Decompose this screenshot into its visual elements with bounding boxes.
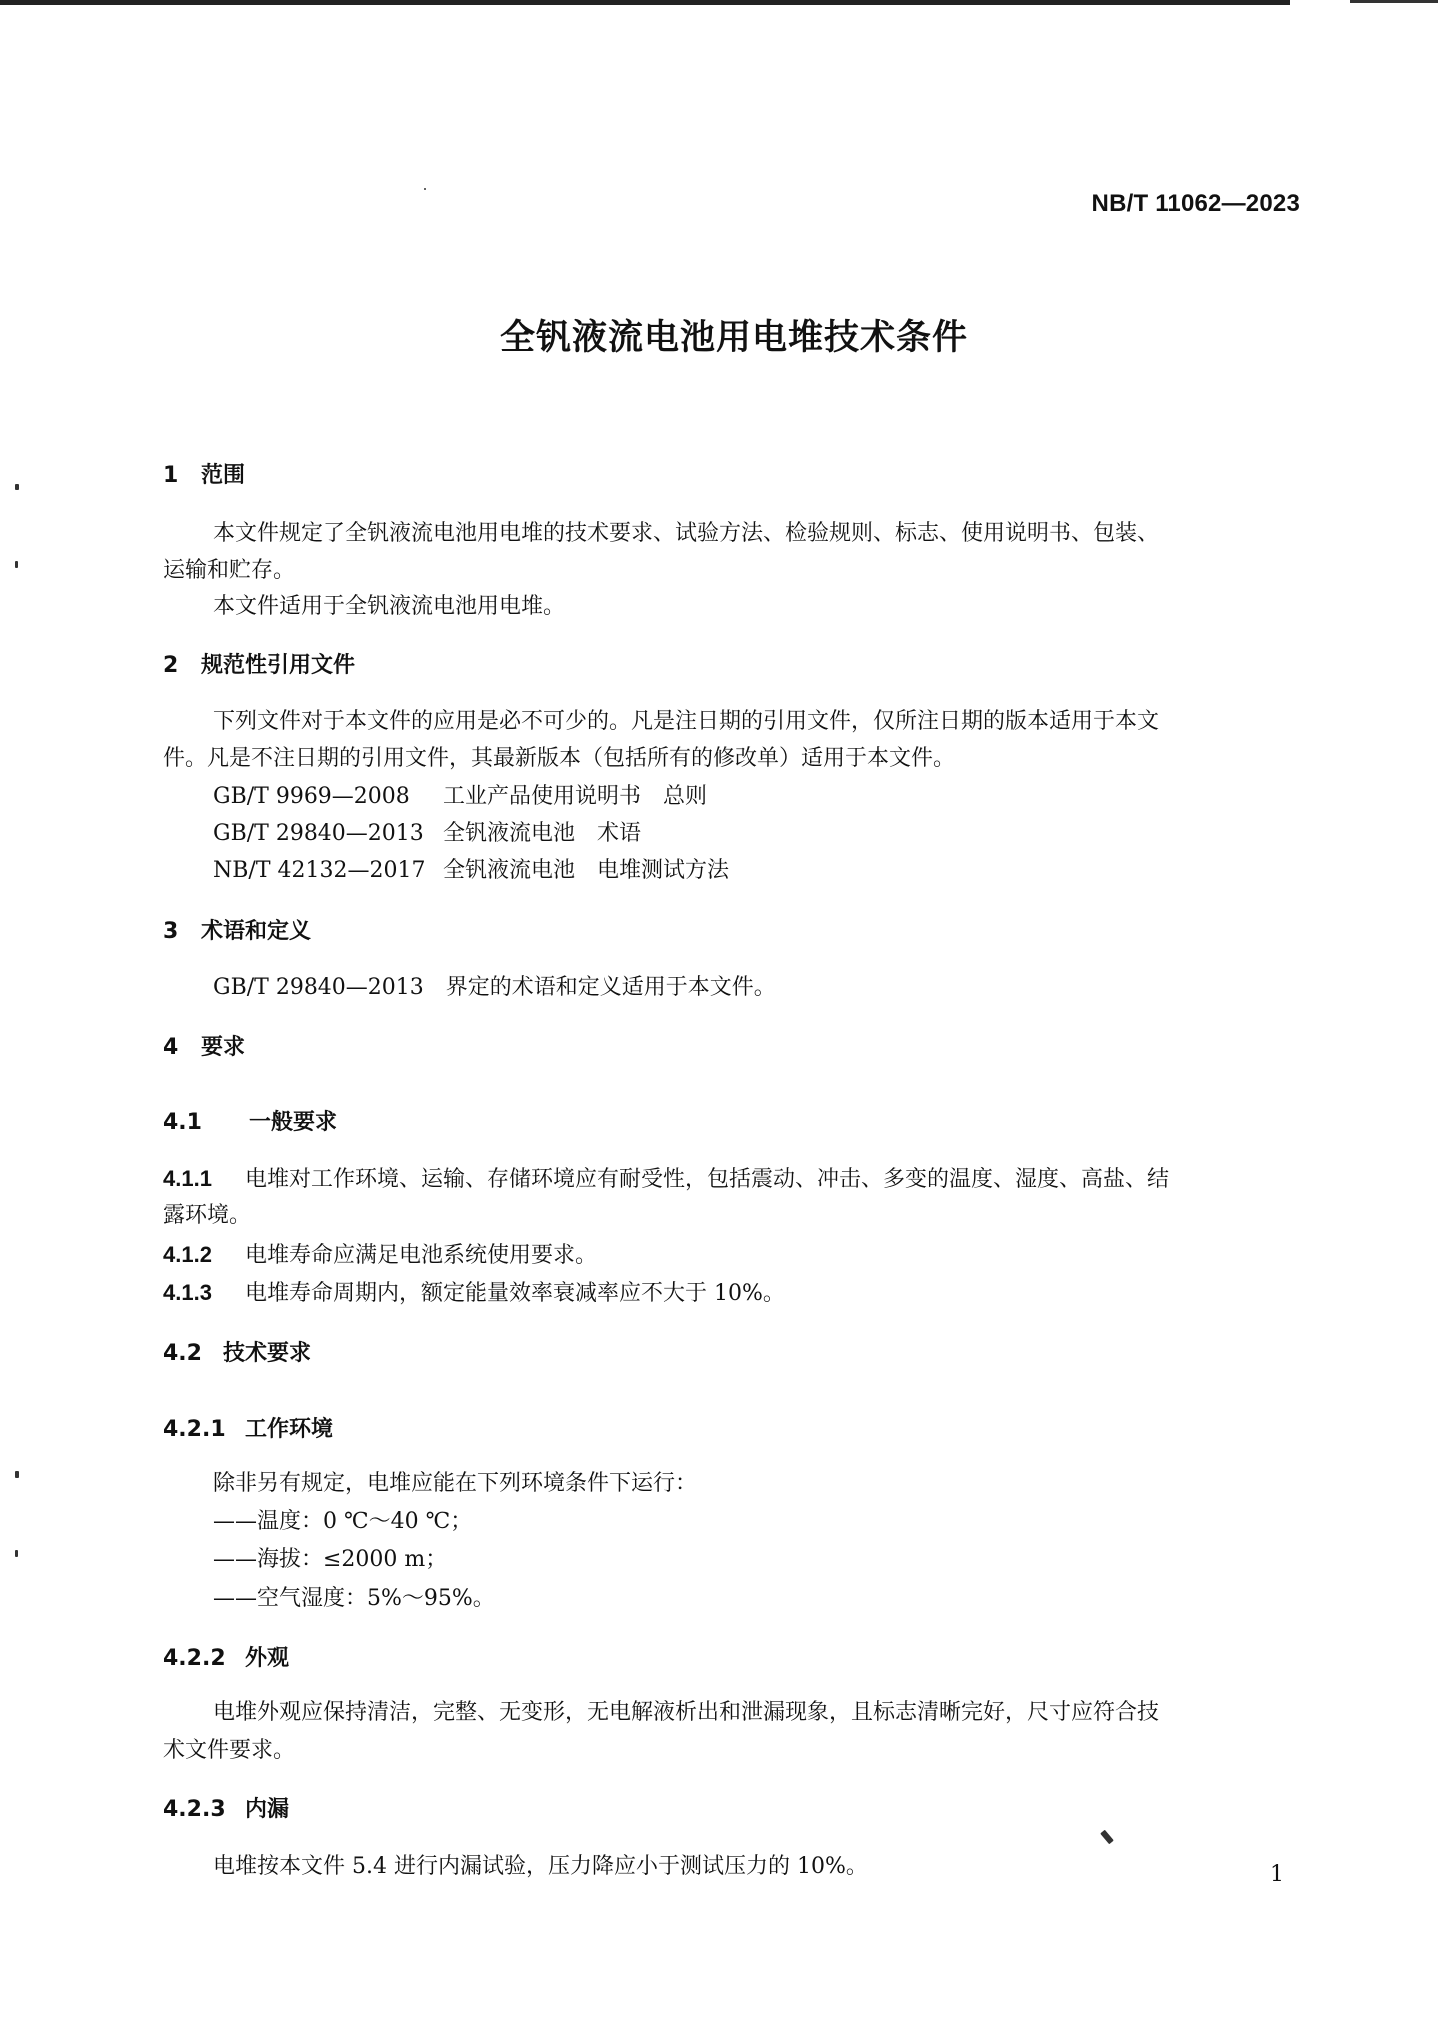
section-title: 规范性引用文件 (201, 653, 356, 678)
clause-4-1-2 (163, 1236, 597, 1274)
section-4-2-1-heading (163, 1412, 333, 1443)
clause-number: 4.1.2 (163, 1242, 212, 1267)
reference-title: 工业产品使用说明书 总则 (443, 784, 708, 809)
section-title: 内漏 (245, 1797, 290, 1822)
section-title: 术语和定义 (201, 919, 312, 944)
section-number: 3 (163, 919, 179, 944)
clause-text: 电堆对工作环境、运输、存储环境应有耐受性，包括震动、冲击、多变的温度、湿度、高盐、结 (245, 1167, 1170, 1192)
list-item: ——海拔：≤2000 m； (213, 1547, 448, 1572)
section-4-2-heading (163, 1336, 311, 1367)
clause-text: 电堆寿命应满足电池系统使用要求。 (245, 1243, 598, 1268)
reference-code: GB/T 29840—2013 (213, 821, 424, 846)
reference-title: 全钒液流电池 术语 (443, 821, 642, 846)
section-title: 要求 (201, 1035, 246, 1060)
section-title: 外观 (245, 1646, 290, 1671)
reference-title: 全钒液流电池 电堆测试方法 (443, 858, 730, 883)
clause-text: 电堆寿命周期内，额定能量效率衰减率应不大于 10%。 (245, 1281, 785, 1306)
standard-code: NB/T 11062—2023 (1091, 190, 1300, 217)
section-1-heading (163, 458, 245, 489)
section-number: 2 (163, 653, 179, 678)
scan-speck (15, 484, 19, 490)
paragraph-line: 电堆外观应保持清洁，完整、无变形，无电解液析出和泄漏现象，且标志清晰完好，尺寸应符合技 (213, 1700, 1160, 1725)
section-4-heading (163, 1030, 245, 1061)
scan-speck (15, 1471, 19, 1478)
paragraph-line: 本文件适用于全钒液流电池用电堆。 (213, 594, 566, 619)
reference-row (213, 815, 641, 852)
scan-speck (15, 1550, 18, 1557)
clause-4-1-1 (163, 1160, 1169, 1198)
paragraph-line: 运输和贮存。 (163, 558, 296, 583)
clause-number: 4.1.1 (163, 1166, 212, 1191)
page-number: 1 (1270, 1862, 1284, 1887)
section-number: 4.2.3 (163, 1797, 226, 1822)
scan-top-edge-right (1350, 0, 1438, 3)
paragraph-line: 电堆按本文件 5.4 进行内漏试验，压力降应小于测试压力的 10%。 (213, 1854, 868, 1879)
section-number: 4.2.2 (163, 1646, 226, 1671)
scan-speck (15, 561, 18, 568)
section-2-heading (163, 648, 355, 679)
paragraph-line: 除非另有规定，电堆应能在下列环境条件下运行： (213, 1471, 698, 1496)
section-number: 4.1 (163, 1110, 202, 1135)
paragraph-line: GB/T 29840—2013 界定的术语和定义适用于本文件。 (213, 975, 776, 1000)
document-title: 全钒液流电池用电堆技术条件 (499, 318, 968, 358)
section-number: 1 (163, 463, 179, 488)
reference-row (213, 778, 707, 815)
section-number: 4.2 (163, 1341, 202, 1366)
section-title: 工作环境 (245, 1417, 334, 1442)
scan-speck (424, 188, 426, 190)
section-number: 4.2.1 (163, 1417, 226, 1442)
section-title: 技术要求 (223, 1341, 312, 1366)
reference-code: NB/T 42132—2017 (213, 858, 426, 883)
reference-row (213, 852, 729, 889)
paragraph-line: 术文件要求。 (163, 1738, 296, 1763)
list-item: ——温度：0 ℃～40 ℃； (213, 1509, 473, 1534)
scan-speck (1100, 1830, 1114, 1845)
paragraph-line: 件。凡是不注日期的引用文件，其最新版本（包括所有的修改单）适用于本文件。 (163, 746, 956, 771)
clause-number: 4.1.3 (163, 1280, 212, 1305)
section-number: 4 (163, 1035, 179, 1060)
section-4-1-heading (163, 1105, 337, 1136)
list-item: ——空气湿度：5%～95%。 (213, 1586, 495, 1611)
scan-top-edge (0, 0, 1290, 5)
section-title: 范围 (201, 463, 246, 488)
paragraph-line: 露环境。 (163, 1203, 252, 1228)
reference-code: GB/T 9969—2008 (213, 784, 410, 809)
paragraph-line: 本文件规定了全钒液流电池用电堆的技术要求、试验方法、检验规则、标志、使用说明书、包装、 (213, 521, 1160, 546)
section-3-heading (163, 914, 311, 945)
paragraph-line: 下列文件对于本文件的应用是必不可少的。凡是注日期的引用文件，仅所注日期的版本适用于本文 (213, 709, 1160, 734)
section-4-2-2-heading (163, 1641, 289, 1672)
section-title: 一般要求 (249, 1110, 338, 1135)
clause-4-1-3 (163, 1274, 785, 1312)
section-4-2-3-heading (163, 1792, 289, 1823)
